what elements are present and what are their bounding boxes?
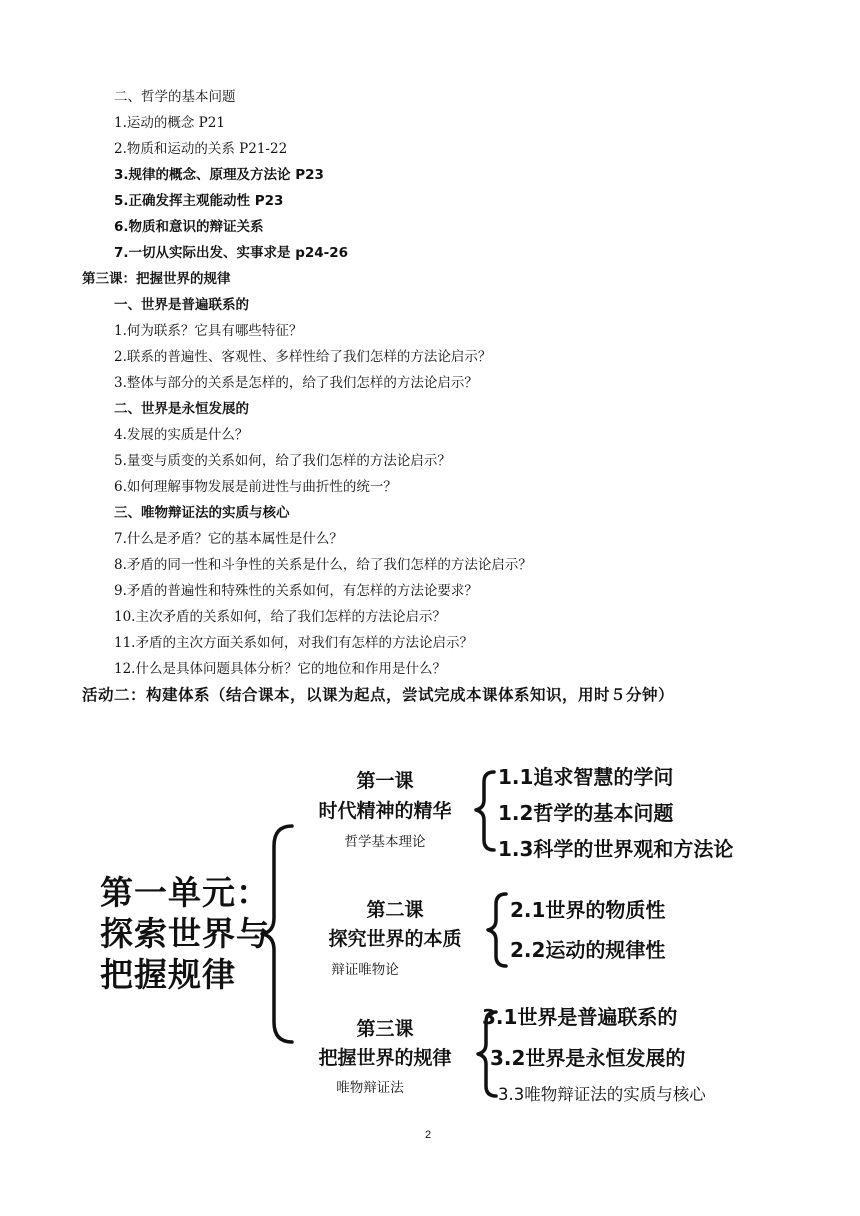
topic-item: 2.2运动的规律性 bbox=[510, 938, 666, 962]
outline-line: 2.物质和运动的关系 P21-22 bbox=[114, 141, 288, 157]
outline-line: 1.何为联系？它具有哪些特征？ bbox=[114, 323, 303, 339]
section-heading: 一、世界是普遍联系的 bbox=[114, 297, 249, 313]
topic-item: 3.1世界是普遍联系的 bbox=[482, 1005, 678, 1029]
section-heading: 三、唯物辩证法的实质与核心 bbox=[114, 505, 290, 521]
activity-heading: 活动二：构建体系（结合课本，以课为起点，尝试完成本课体系知识，用时５分钟） bbox=[82, 686, 675, 704]
outline-line: 6.物质和意识的辩证关系 bbox=[114, 219, 264, 235]
outline-line: 12.什么是具体问题具体分析？它的地位和作用是什么？ bbox=[114, 661, 446, 677]
section-heading: 二、世界是永恒发展的 bbox=[114, 401, 249, 417]
outline-line: 3.规律的概念、原理及方法论 P23 bbox=[114, 167, 324, 183]
outline-line: 5.量变与质变的关系如何，给了我们怎样的方法论启示？ bbox=[114, 453, 451, 469]
lesson-title: 探究世界的本质 bbox=[328, 928, 462, 950]
outline-line: 8.矛盾的同一性和斗争性的关系是什么，给了我们怎样的方法论启示？ bbox=[114, 557, 532, 573]
unit-title-line: 第一单元： bbox=[100, 873, 270, 912]
outline-line: 5.正确发挥主观能动性 P23 bbox=[114, 193, 284, 209]
outline-line: 7.什么是矛盾？它的基本属性是什么？ bbox=[114, 531, 343, 547]
topic-item: 1.1追求智慧的学问 bbox=[498, 765, 674, 789]
topic-item: 3.2世界是永恒发展的 bbox=[490, 1046, 686, 1070]
topic-item: 2.1世界的物质性 bbox=[510, 898, 666, 922]
outline-line: 2.联系的普遍性、客观性、多样性给了我们怎样的方法论启示？ bbox=[114, 349, 492, 365]
outline-line: 11.矛盾的主次方面关系如何，对我们有怎样的方法论启示？ bbox=[114, 635, 473, 651]
outline-line: 10.主次矛盾的关系如何，给了我们怎样的方法论启示？ bbox=[114, 609, 446, 625]
outline-line: 1.运动的概念 P21 bbox=[114, 115, 225, 131]
topic-item: 1.2哲学的基本问题 bbox=[498, 801, 674, 825]
page-number: 2 bbox=[425, 1129, 432, 1141]
lesson-subtitle: 辩证唯物论 bbox=[331, 962, 399, 978]
outline-line: 7.一切从实际出发、实事求是 p24-26 bbox=[114, 245, 349, 261]
lesson-subtitle: 唯物辩证法 bbox=[336, 1080, 404, 1096]
lesson-title: 把握世界的规律 bbox=[318, 1047, 452, 1069]
outline-line: 3.整体与部分的关系是怎样的，给了我们怎样的方法论启示？ bbox=[114, 375, 478, 391]
topic-item: 3.3唯物辩证法的实质与核心 bbox=[498, 1085, 706, 1104]
outline-line: 6.如何理解事物发展是前进性与曲折性的统一？ bbox=[114, 479, 397, 495]
unit-title-line: 把握规律 bbox=[100, 955, 236, 994]
unit-title-line: 探索世界与 bbox=[100, 914, 270, 953]
lesson2-brace bbox=[488, 894, 506, 966]
lesson-heading: 第三课：把握世界的规律 bbox=[82, 271, 231, 287]
lesson-number: 第三课 bbox=[356, 1018, 414, 1040]
outline-line: 4.发展的实质是什么？ bbox=[114, 427, 249, 443]
lesson-title: 时代精神的精华 bbox=[318, 800, 452, 822]
outline-line: 二、哲学的基本问题 bbox=[114, 89, 236, 105]
lesson-number: 第一课 bbox=[356, 770, 414, 792]
lesson-number: 第二课 bbox=[366, 899, 424, 921]
lesson-subtitle: 哲学基本理论 bbox=[344, 834, 426, 850]
topic-item: 1.3科学的世界观和方法论 bbox=[498, 837, 734, 861]
outline-line: 9.矛盾的普遍性和特殊性的关系如何，有怎样的方法论要求？ bbox=[114, 583, 478, 599]
